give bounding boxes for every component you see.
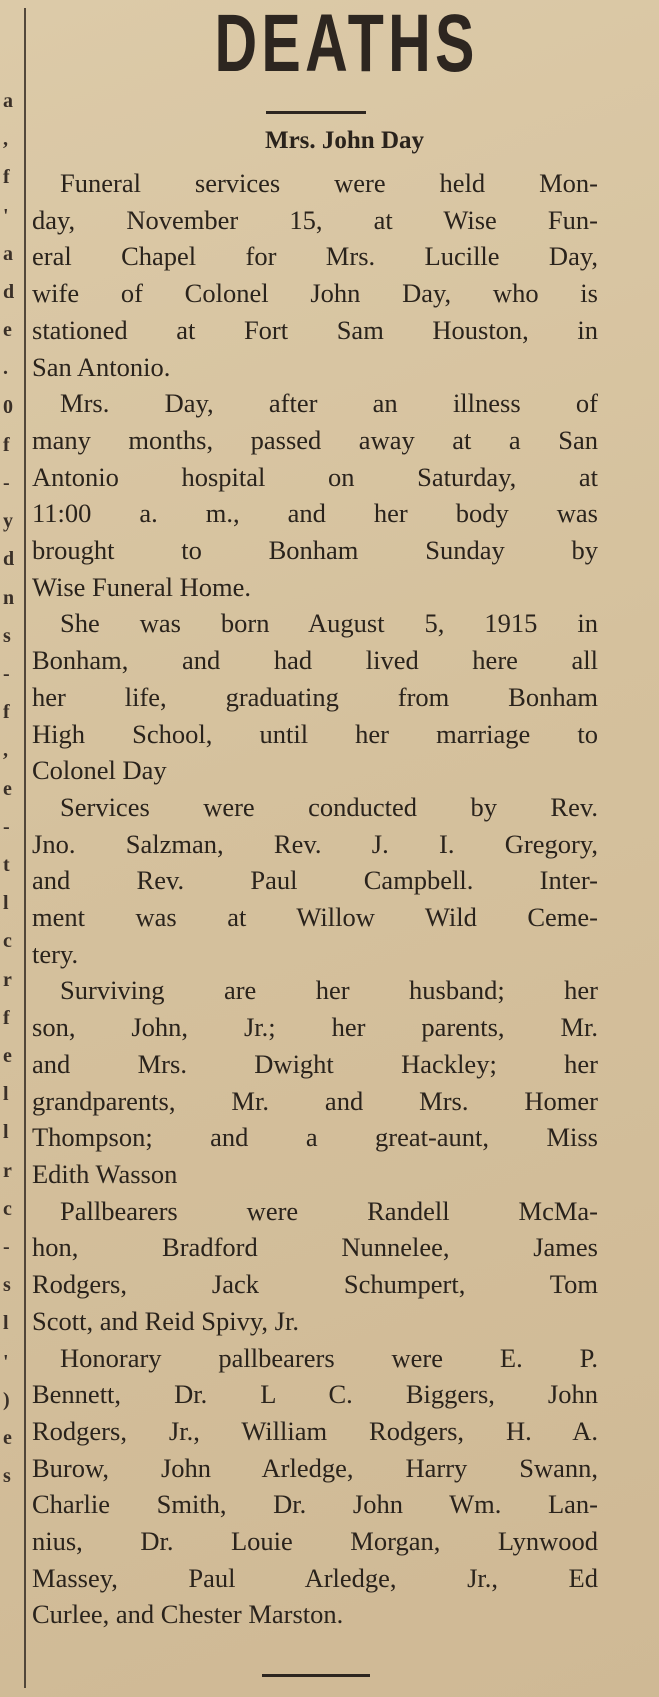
paragraph-line: Rodgers, Jack Schumpert, Tom — [32, 1269, 598, 1300]
margin-fragment: n — [3, 586, 15, 609]
paragraph-line: tery. — [32, 938, 79, 969]
paragraph-line: eral Chapel for Mrs. Lucille Day, — [32, 241, 598, 272]
margin-fragment: c — [3, 930, 12, 953]
margin-fragment: r — [3, 968, 12, 991]
paragraph-line: Massey, Paul Arledge, Jr., Ed — [32, 1562, 598, 1593]
margin-fragment: y — [3, 510, 13, 533]
paragraph-line: stationed at Fort Sam Houston, in — [32, 314, 598, 345]
paragraph-line: grandparents, Mr. and Mrs. Homer — [32, 1085, 598, 1116]
paragraph-line: Bonham, and had lived here all — [32, 645, 598, 676]
paragraph-line: Colonel Day — [32, 755, 167, 786]
adjacent-column-fragments — [0, 0, 22, 1697]
paragraph-line: ment was at Willow Wild Ceme- — [32, 902, 598, 933]
paragraph-line: son, John, Jr.; her parents, Mr. — [32, 1012, 598, 1043]
margin-fragment: e — [3, 1045, 12, 1067]
margin-fragment: t — [3, 854, 10, 876]
paragraph-first-line: Mrs. Day, after an illness of — [60, 388, 598, 419]
paragraph-line: Curlee, and Chester Marston. — [32, 1599, 344, 1630]
margin-fragment: ) — [3, 1388, 10, 1411]
margin-fragment: d — [3, 548, 15, 571]
margin-fragment: - — [3, 815, 10, 838]
paragraph-line: Thompson; and a great-aunt, Miss — [32, 1122, 598, 1153]
heading-divider — [266, 111, 366, 114]
margin-fragment: c — [3, 1197, 12, 1220]
margin-fragment: , — [3, 739, 8, 762]
obituary-body — [32, 165, 598, 1633]
paragraph-line: wife of Colonel John Day, who is — [32, 278, 598, 309]
margin-fragment: . — [3, 357, 8, 380]
margin-fragment: r — [3, 1159, 12, 1182]
margin-fragment: f — [3, 166, 10, 189]
margin-fragment: l — [3, 1083, 9, 1106]
paragraph-line: brought to Bonham Sunday by — [32, 535, 598, 566]
end-divider — [262, 1674, 370, 1677]
paragraph-line: her life, graduating from Bonham — [32, 681, 598, 712]
obituary-name-heading: Mrs. John Day — [264, 127, 425, 154]
margin-fragment: - — [3, 663, 10, 685]
margin-fragment: s — [3, 624, 11, 647]
paragraph-line: Charlie Smith, Dr. John Wm. Lan- — [32, 1489, 598, 1520]
paragraph-line: Jno. Salzman, Rev. J. I. Gregory, — [32, 828, 598, 859]
margin-fragment: a — [3, 242, 13, 265]
paragraph-first-line: Pallbearers were Randell McMa- — [60, 1195, 598, 1226]
paragraph-first-line: She was born August 5, 1915 in — [60, 608, 598, 639]
paragraph-line: 11:00 a. m., and her body was — [32, 498, 598, 529]
margin-fragment: ' — [3, 204, 9, 227]
column-divider — [24, 8, 26, 1688]
margin-fragment: l — [3, 892, 9, 915]
paragraph-line: Antonio hospital on Saturday, at — [32, 461, 598, 492]
paragraph-line: Rodgers, Jr., William Rodgers, H. A. — [32, 1415, 598, 1446]
paragraph-first-line: Services were conducted by Rev. — [60, 791, 598, 822]
paragraph-line: San Antonio. — [32, 351, 171, 382]
margin-fragment: l — [3, 1121, 9, 1144]
margin-fragment: a — [3, 90, 13, 112]
paragraph-line: Wise Funeral Home. — [32, 571, 251, 602]
margin-fragment: - — [3, 472, 10, 494]
paragraph-line: many months, passed away at a San — [32, 424, 598, 455]
paragraph-first-line: Honorary pallbearers were E. P. — [60, 1342, 598, 1373]
paragraph-line: High School, until her marriage to — [32, 718, 598, 749]
margin-fragment: d — [3, 281, 15, 303]
margin-fragment: f — [3, 701, 10, 724]
margin-fragment: l — [3, 1312, 9, 1335]
margin-fragment: f — [3, 1006, 10, 1029]
paragraph-line: Burow, John Arledge, Harry Swann, — [32, 1452, 598, 1483]
margin-fragment: 0 — [3, 395, 13, 418]
paragraph-line: hon, Bradford Nunnelee, James — [32, 1232, 598, 1263]
margin-fragment: e — [3, 319, 12, 342]
paragraph-line: and Mrs. Dwight Hackley; her — [32, 1048, 598, 1079]
paragraph-line: Scott, and Reid Spivy, Jr. — [32, 1305, 299, 1336]
margin-fragment: f — [3, 433, 10, 456]
margin-fragment: e — [3, 777, 12, 800]
margin-fragment: ' — [3, 1350, 9, 1373]
margin-fragment: - — [3, 1236, 10, 1258]
paragraph-line: Bennett, Dr. L C. Biggers, John — [32, 1379, 598, 1410]
paragraph-line: day, November 15, at Wise Fun- — [32, 204, 598, 235]
margin-fragment: , — [3, 128, 8, 151]
paragraph-line: and Rev. Paul Campbell. Inter- — [32, 865, 598, 896]
paragraph-line: nius, Dr. Louie Morgan, Lynwood — [32, 1526, 598, 1557]
section-heading: DEATHS — [214, 0, 479, 89]
margin-fragment: e — [3, 1427, 12, 1449]
paragraph-line: Edith Wasson — [32, 1158, 178, 1189]
margin-fragment: s — [3, 1274, 11, 1297]
margin-fragment: s — [3, 1465, 11, 1488]
paragraph-first-line: Funeral services were held Mon- — [60, 168, 598, 198]
paragraph-first-line: Surviving are her husband; her — [60, 975, 598, 1006]
